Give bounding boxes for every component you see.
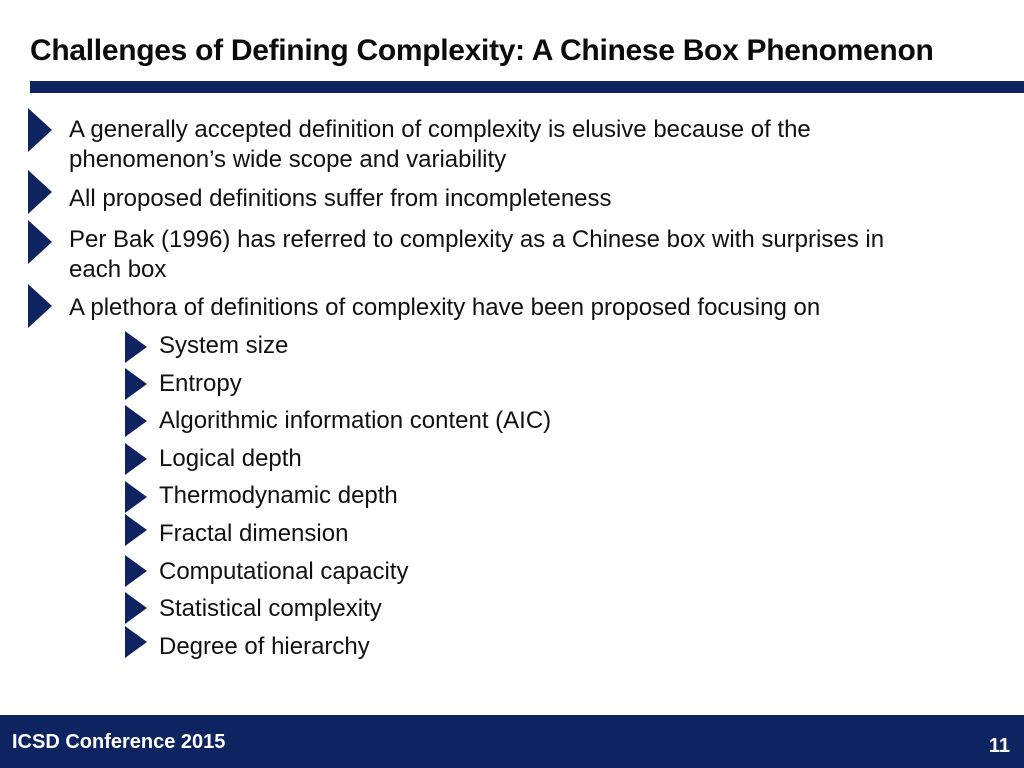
sub-bullet-text: Thermodynamic depth bbox=[159, 482, 398, 509]
bullet-text: A plethora of definitions of complexity have been proposed focusing on bbox=[69, 294, 821, 321]
triangle-bullet-icon bbox=[125, 331, 147, 363]
sub-bullet-text: Fractal dimension bbox=[159, 520, 349, 547]
triangle-bullet-icon bbox=[28, 170, 52, 214]
bullet-text: Per Bak (1996) has referred to complexity as a Chinese box with surprises in bbox=[69, 226, 885, 253]
triangle-bullet-icon bbox=[125, 626, 147, 658]
triangle-bullet-icon bbox=[125, 481, 147, 513]
bullet-text: All proposed definitions suffer from incompleteness bbox=[69, 185, 612, 212]
triangle-bullet-icon bbox=[125, 443, 147, 475]
sub-bullet-text: Entropy bbox=[159, 370, 242, 397]
sub-bullet-text: System size bbox=[159, 332, 289, 359]
triangle-bullet-icon bbox=[125, 555, 147, 587]
sub-bullet-text: Degree of hierarchy bbox=[159, 633, 370, 660]
sub-bullet-text: Computational capacity bbox=[159, 558, 409, 585]
triangle-bullet-icon bbox=[125, 514, 147, 546]
slide-title: Challenges of Defining Complexity: A Chinese Box Phenomenon bbox=[30, 34, 934, 67]
triangle-bullet-icon bbox=[125, 405, 147, 437]
bullet-text: A generally accepted definition of complexity is elusive because of the bbox=[69, 116, 811, 143]
triangle-bullet-icon bbox=[125, 592, 147, 624]
conference-label: ICSD Conference 2015 bbox=[12, 731, 226, 753]
sub-bullet-text: Algorithmic information content (AIC) bbox=[159, 407, 552, 434]
sub-bullet-text: Statistical complexity bbox=[159, 595, 382, 622]
bullet-text-continuation: each box bbox=[69, 256, 167, 283]
triangle-bullet-icon bbox=[28, 108, 52, 152]
bullet-text-continuation: phenomenon’s wide scope and variability bbox=[69, 146, 507, 173]
triangle-bullet-icon bbox=[28, 220, 52, 264]
triangle-bullet-icon bbox=[125, 368, 147, 400]
sub-bullet-text: Logical depth bbox=[159, 445, 302, 472]
triangle-bullet-icon bbox=[28, 284, 52, 328]
page-number: 11 bbox=[988, 735, 1010, 757]
footer-bar bbox=[0, 715, 1024, 768]
